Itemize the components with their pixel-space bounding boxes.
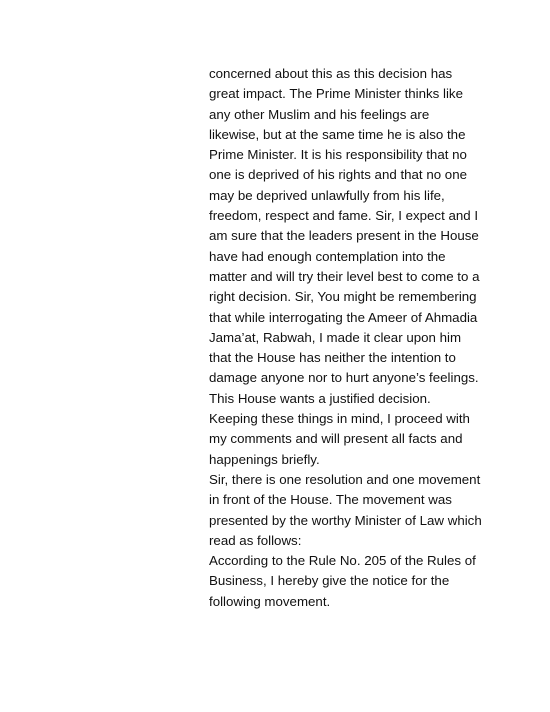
text-line: may be deprived unlawfully from his life,	[209, 187, 445, 203]
text-line: Prime Minister. It is his responsibility that no	[209, 147, 467, 163]
text-line: Keeping these things in mind, I proceed with	[209, 411, 470, 427]
text-line: damage anyone nor to hurt anyone’s feelings.	[209, 370, 479, 386]
text-line: happenings briefly.	[209, 451, 320, 467]
text-line: According to the Rule No. 205 of the Rules of	[209, 553, 476, 569]
text-line: great impact. The Prime Minister thinks like	[209, 86, 463, 102]
text-line: Sir, there is one resolution and one movement	[209, 471, 481, 487]
text-line: in front of the House. The movement was	[209, 492, 452, 508]
text-line: freedom, respect and fame. Sir, I expect and I	[209, 208, 479, 224]
text-line: Business, I hereby give the notice for the	[209, 573, 450, 589]
text-line: am sure that the leaders present in the House	[209, 228, 479, 244]
text-line: concerned about this as this decision has	[209, 66, 453, 81]
text-line: my comments and will present all facts and	[209, 431, 463, 447]
text-line: right decision. Sir, You might be remembering	[209, 289, 477, 305]
text-line: any other Muslim and his feelings are	[209, 106, 430, 122]
text-line: matter and will try their level best to come to a	[209, 268, 480, 284]
text-line: This House wants a justified decision.	[209, 390, 431, 406]
text-line: that the House has neither the intention to	[209, 350, 456, 366]
text-line: one is deprived of his rights and that no one	[209, 167, 467, 183]
text-line: following movement.	[209, 593, 331, 609]
body-text	[209, 64, 509, 612]
text-line: read as follows:	[209, 532, 302, 548]
text-line: presented by the worthy Minister of Law which	[209, 512, 482, 528]
text-line: have had enough contemplation into the	[209, 248, 446, 264]
text-line: likewise, but at the same time he is also the	[209, 126, 466, 142]
text-line: Jama’at, Rabwah, I made it clear upon him	[209, 329, 462, 345]
text-line: that while interrogating the Ameer of Ahmadia	[209, 309, 478, 325]
